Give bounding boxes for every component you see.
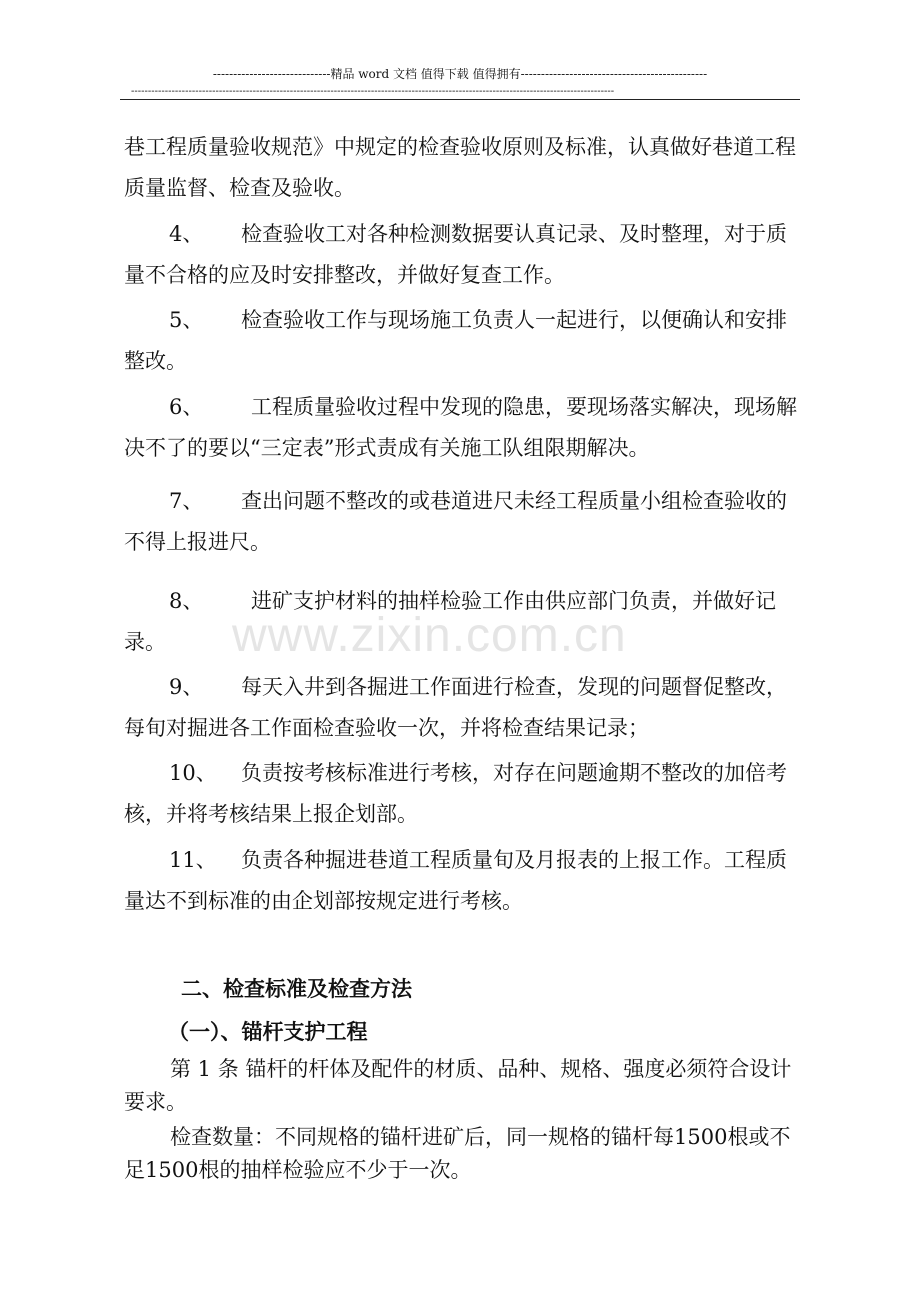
list-item-4 xyxy=(124,214,804,296)
list-number: 7、 xyxy=(169,489,204,513)
watermark: www.zixin.com.cn xyxy=(232,609,627,662)
list-item-text: 查出问题不整改的或巷道进尺未经工程质量小组检查验收的不得上报进尺。 xyxy=(124,489,787,554)
list-item-5 xyxy=(124,300,804,382)
list-item-text: 负责各种掘进巷道工程质量旬及月报表的上报工作。工程质量达不到标准的由企划部按规定进行考核。 xyxy=(124,848,787,913)
subsection-heading: （一）、锚杆支护工程 xyxy=(168,1020,368,1044)
list-item-10 xyxy=(124,753,804,835)
header-banner: -----------------------------精品 word 文档 值得下载 值得拥有---------------------------------------------- xyxy=(212,67,708,81)
list-number: 6、 xyxy=(169,395,204,419)
rule-1: 第 1 条 锚杆的杆体及配件的材质、品种、规格、强度必须符合设计要求。 xyxy=(124,1057,792,1114)
list-item-11 xyxy=(124,840,804,922)
list-number: 5、 xyxy=(169,308,204,332)
list-number: 9、 xyxy=(169,675,204,699)
list-item-text: 进矿支护材料的抽样检验工作由供应部门负责，并做好记录。 xyxy=(124,589,776,654)
header-dashes: ----------------------------------------------------------------------------------------------------------------------------------------------- xyxy=(131,86,615,97)
header-divider xyxy=(120,99,800,100)
list-item-6 xyxy=(124,387,804,469)
list-item-text: 工程质量验收过程中发现的隐患，要现场落实解决，现场解决不了的要以“三定表”形式责成有关施工队组限期解决。 xyxy=(124,395,797,460)
list-number: 4、 xyxy=(169,222,204,246)
paragraph-continued: 巷工程质量验收规范》中规定的检查验收原则及标准，认真做好巷道工程质量监督、检查及验收。 xyxy=(124,135,796,200)
list-item-text: 负责按考核标准进行考核，对存在问题逾期不整改的加倍考核，并将考核结果上报企划部。 xyxy=(124,761,787,826)
list-item-text: 检查验收工作与现场施工负责人一起进行，以便确认和安排整改。 xyxy=(124,308,787,373)
list-item-text: 检查验收工对各种检测数据要认真记录、及时整理，对于质量不合格的应及时安排整改，并做好复查工作。 xyxy=(124,222,787,287)
list-item-9 xyxy=(124,667,804,749)
section-heading: 二、检查标准及检查方法 xyxy=(181,977,412,1001)
list-item-text: 每天入井到各掘进工作面进行检查，发现的问题督促整改，每旬对掘进各工作面检查验收一次，并将检查结果记录； xyxy=(124,675,787,740)
list-number: 8、 xyxy=(169,589,204,613)
inspection-quantity: 检查数量：不同规格的锚杆进矿后，同一规格的锚杆每1500根或不足1500根的抽样检验应不少于一次。 xyxy=(124,1125,791,1182)
list-number: 10、 xyxy=(169,761,217,785)
list-number: 11、 xyxy=(169,848,217,872)
list-item-7 xyxy=(124,481,804,563)
